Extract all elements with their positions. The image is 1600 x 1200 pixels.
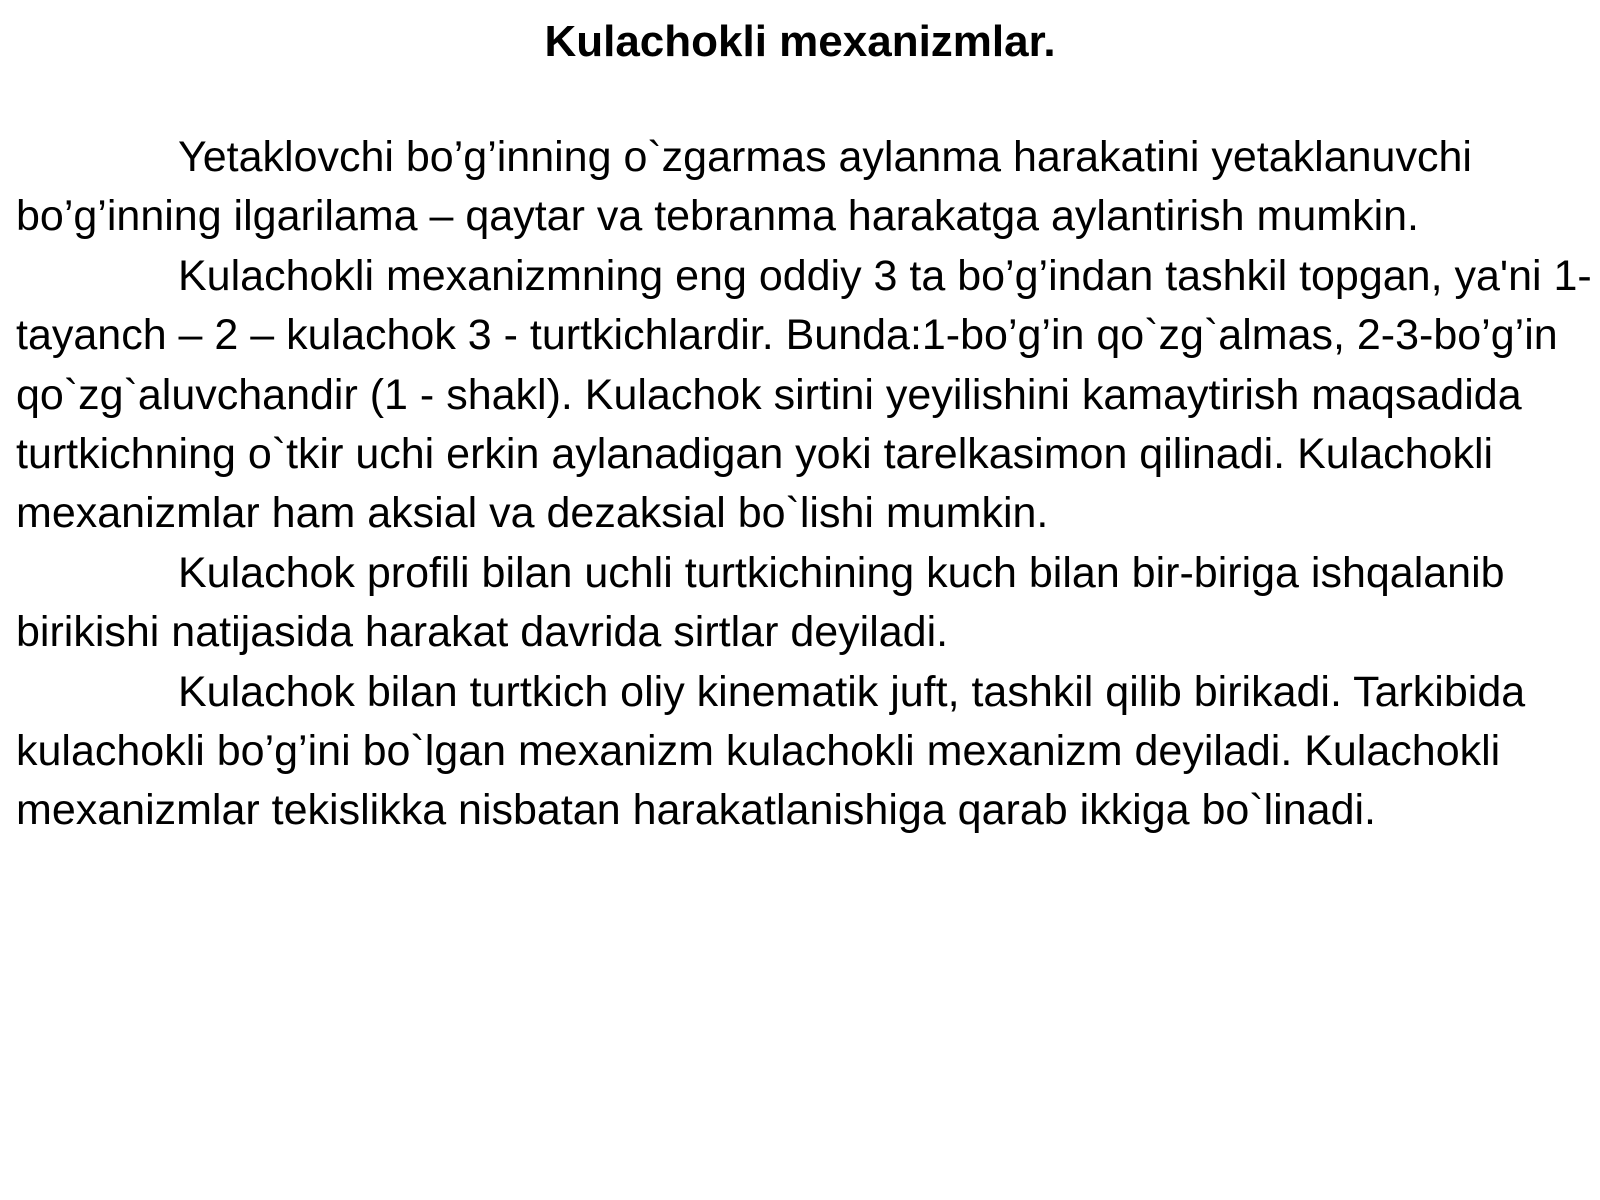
- paragraph-3: Kulachok profili bilan uchli turtkichining kuch bilan bir-biriga ishqalanib birikishi natijasida harakat davrida sirtlar deyiladi.: [16, 548, 1505, 657]
- body-text: [16, 128, 1596, 841]
- paragraph-2: Kulachokli mexanizmning eng oddiy 3 ta bo’g’indan tashkil topgan, ya'ni 1-tayanch – 2 – kulachok 3 - turtkichlardir. Bunda:1-bo’g’in qo`zg`almas, 2-3-bo’g’in qo`zg`aluvchandir (1 - shakl). Kulachok sirtini yeyilishini kamaytirish maqsadida turtkichning o`tkir uchi erkin aylanadigan yoki tarelkasimon qilinadi. Kulachokli mexanizmlar ham aksial va dezaksial bo`lishi mumkin.: [16, 251, 1592, 538]
- paragraph-1: Yetaklovchi bo’g’inning o`zgarmas aylanma harakatini yetaklanuvchi bo’g’inning ilgarilama – qaytar va tebranma harakatga aylantirish mumkin.: [16, 133, 1472, 241]
- page-title: Kulachokli mexanizmlar.: [544, 17, 1056, 66]
- paragraph-4: Kulachok bilan turtkich oliy kinematik juft, tashkil qilib birikadi. Tarkibida kulachokli bo’g’ini bo`lgan mexanizm kulachokli mexanizm deyiladi. Kulachokli mexanizmlar tekislikka nisbatan harakatlanishiga qarab ikkiga bo`linadi.: [16, 667, 1526, 835]
